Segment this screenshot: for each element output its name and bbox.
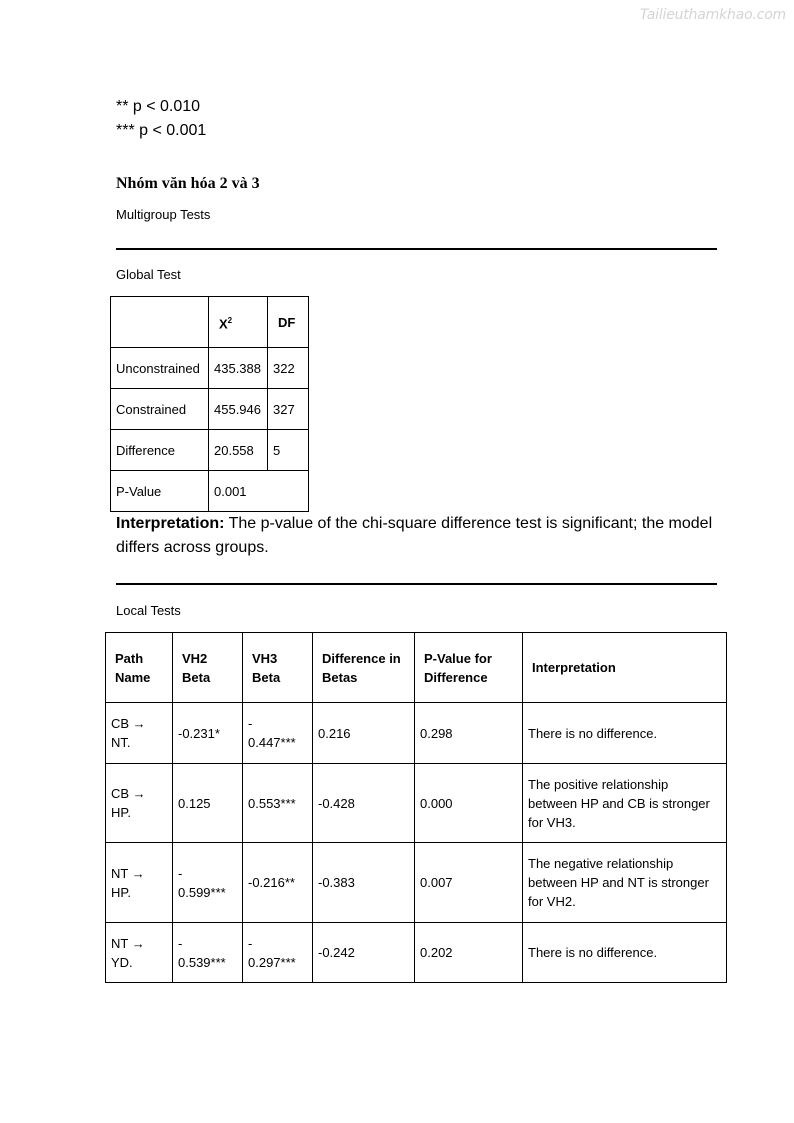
watermark: Tailieuthamkhao.com	[639, 7, 786, 23]
table-row	[106, 923, 727, 983]
vh2-beta: - 0.599***	[173, 843, 243, 923]
table-row	[106, 764, 727, 843]
difference-in-betas: -0.428	[313, 764, 415, 843]
p-value-for-difference: 0.007	[415, 843, 523, 923]
path-name: CB → NT.	[106, 703, 173, 764]
p-value: 0.001	[209, 471, 309, 512]
df-value: 327	[268, 389, 309, 430]
interpretation: There is no difference.	[523, 703, 727, 764]
header-p-value-for-difference: P-Value for Difference	[415, 633, 523, 703]
p-value-for-difference: 0.202	[415, 923, 523, 983]
vh3-beta: - 0.447***	[243, 703, 313, 764]
header-difference-in-betas: Difference in Betas	[313, 633, 415, 703]
header-empty-cell	[111, 297, 209, 348]
chi-value: 20.558	[209, 430, 268, 471]
p-value-for-difference: 0.298	[415, 703, 523, 764]
global-test-table	[110, 296, 309, 512]
difference-in-betas: -0.242	[313, 923, 415, 983]
table-header-row	[111, 297, 309, 348]
interpretation: There is no difference.	[523, 923, 727, 983]
interpretation-label: Interpretation:	[116, 515, 225, 532]
header-interpretation: Interpretation	[523, 633, 727, 703]
df-value: 5	[268, 430, 309, 471]
path-name: NT → YD.	[106, 923, 173, 983]
vh2-beta: 0.125	[173, 764, 243, 843]
difference-in-betas: 0.216	[313, 703, 415, 764]
row-name: Constrained	[111, 389, 209, 430]
table-row	[111, 389, 309, 430]
local-tests-table	[105, 632, 727, 983]
local-tests-label: Local Tests	[116, 603, 181, 618]
vh2-beta: -0.231*	[173, 703, 243, 764]
header-path-name: Path Name	[106, 633, 173, 703]
row-name: Difference	[111, 430, 209, 471]
significance-note-3: *** p < 0.001	[116, 122, 207, 139]
row-name: P-Value	[111, 471, 209, 512]
header-vh3-beta: VH3 Beta	[243, 633, 313, 703]
row-name: Unconstrained	[111, 348, 209, 389]
table-row	[111, 430, 309, 471]
table-row	[111, 348, 309, 389]
header-df: DF	[268, 297, 309, 348]
interpretation-paragraph	[116, 512, 736, 560]
interpretation-text: The p-value of the chi-square difference test is significant; the model differs across groups.	[116, 515, 713, 556]
table-row	[106, 703, 727, 764]
path-name: NT → HP.	[106, 843, 173, 923]
p-value-for-difference: 0.000	[415, 764, 523, 843]
table-row	[111, 471, 309, 512]
section-title: Nhóm văn hóa 2 và 3	[116, 175, 260, 192]
path-name: CB → HP.	[106, 764, 173, 843]
interpretation: The positive relationship between HP and CB is stronger for VH3.	[523, 764, 727, 843]
vh2-beta: - 0.539***	[173, 923, 243, 983]
table-row	[106, 843, 727, 923]
global-test-label: Global Test	[116, 267, 181, 282]
difference-in-betas: -0.383	[313, 843, 415, 923]
multigroup-label: Multigroup Tests	[116, 207, 211, 222]
divider-bottom	[116, 583, 717, 585]
vh3-beta: -0.216**	[243, 843, 313, 923]
divider-top	[116, 248, 717, 250]
df-value: 322	[268, 348, 309, 389]
vh3-beta: 0.553***	[243, 764, 313, 843]
vh3-beta: - 0.297***	[243, 923, 313, 983]
header-chi-square: $X^2$	[209, 297, 268, 348]
table-header-row	[106, 633, 727, 703]
chi-value: 435.388	[209, 348, 268, 389]
interpretation: The negative relationship between HP and NT is stronger for VH2.	[523, 843, 727, 923]
significance-note-2: ** p < 0.010	[116, 98, 201, 115]
header-vh2-beta: VH2 Beta	[173, 633, 243, 703]
chi-value: 455.946	[209, 389, 268, 430]
